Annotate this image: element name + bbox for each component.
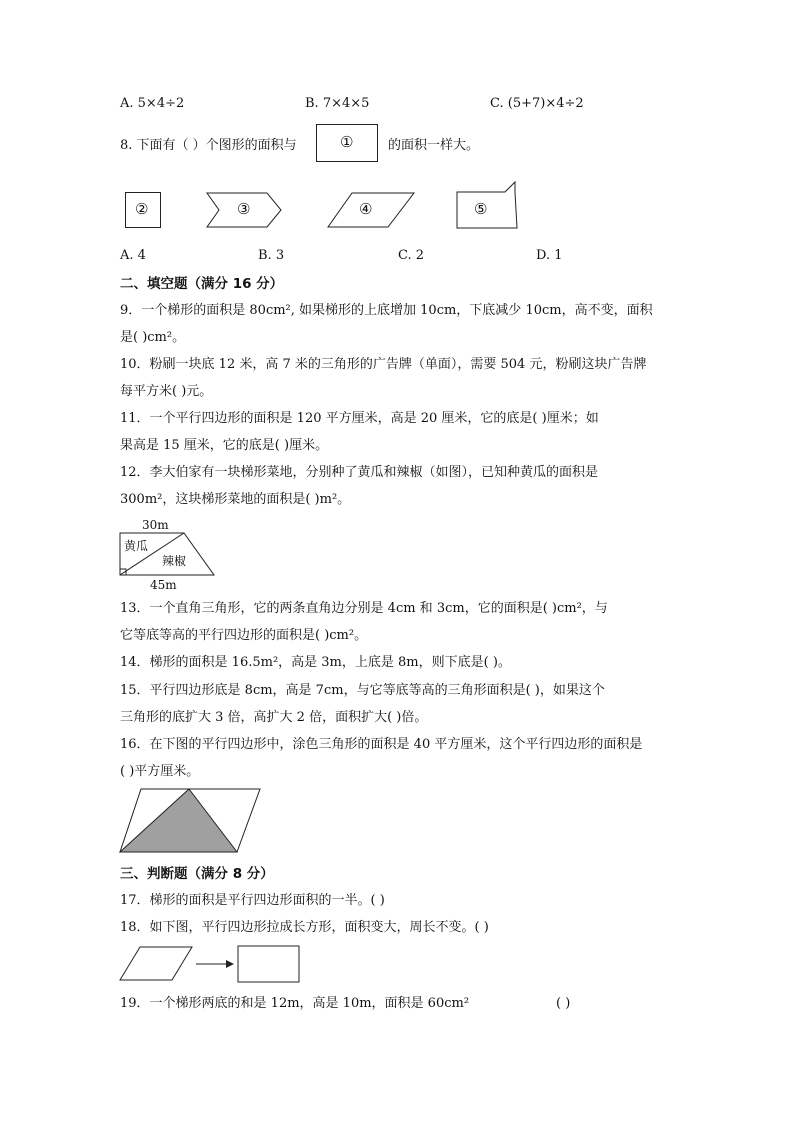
q8-option-b: B. 3	[258, 248, 285, 263]
q8-option-d: D. 1	[536, 248, 563, 263]
q16-line-2: ( )平方厘米。	[120, 764, 200, 779]
q11-line-1: 11．一个平行四边形的面积是 120 平方厘米，高是 20 厘米，它的底是( )厘米；如	[120, 411, 599, 426]
q11-line-2: 果高是 15 厘米，它的底是( )厘米。	[120, 438, 329, 453]
q8-shape-notched	[455, 180, 525, 230]
q8-shape-4-label: ④	[359, 200, 373, 218]
q8-shape-3-label: ③	[237, 200, 251, 218]
q8-reference-rectangle	[316, 124, 378, 162]
q18-text: 18．如下图，平行四边形拉成长方形，面积变大，周长不变。( )	[120, 920, 489, 935]
q8-shape-1-label: ①	[340, 133, 354, 151]
q18-parallelogram	[120, 947, 192, 980]
q12-line-1: 12．李大伯家有一块梯形菜地，分别种了黄瓜和辣椒（如图），已知种黄瓜的面积是	[120, 465, 599, 480]
q12-bottom-label: 45m	[150, 578, 177, 592]
q8-shape-square	[125, 192, 161, 228]
q8-shape-2-label: ②	[135, 200, 149, 218]
section-3-heading: 三、判断题（满分 8 分）	[120, 866, 274, 882]
q17-text: 17．梯形的面积是平行四边形面积的一半。( )	[120, 893, 385, 908]
q12-cucumber-label: 黄瓜	[124, 539, 149, 553]
q19-text: 19．一个梯形两底的和是 12m，高是 10m，面积是 60cm²	[120, 996, 470, 1011]
q16-parallelogram-figure	[118, 787, 264, 855]
q9-line-2: 是( )cm²。	[120, 330, 186, 345]
q12-top-label: 30m	[142, 518, 169, 532]
section-2-heading: 二、填空题（满分 16 分）	[120, 276, 284, 292]
q19-answer-paren: ( )	[556, 996, 571, 1011]
q7-option-a: A. 5×4÷2	[120, 96, 185, 111]
q8-text-pre: 8. 下面有（ ）个图形的面积与	[120, 138, 297, 153]
q14-line-1: 14．梯形的面积是 16.5m²，高是 3m，上底是 8m，则下底是( )。	[120, 655, 511, 670]
q15-line-1: 15．平行四边形底是 8cm，高是 7cm，与它等底等高的三角形面积是( )，如果这个	[120, 683, 605, 698]
q18-rectangle	[238, 946, 299, 982]
q12-line-2: 300m²，这块梯形菜地的面积是( )m²。	[120, 492, 351, 507]
q8-text-post: 的面积一样大。	[388, 138, 480, 153]
q9-line-1: 9．一个梯形的面积是 80cm², 如果梯形的上底增加 10cm，下底减少 10cm，高不变，面积	[120, 303, 653, 318]
q18-arrow-head	[226, 960, 234, 968]
q16-line-1: 16．在下图的平行四边形中，涂色三角形的面积是 40 平方厘米，这个平行四边形的面积是	[120, 737, 643, 752]
q10-line-1: 10．粉刷一块底 12 米，高 7 米的三角形的广告牌（单面），需要 504 元，粉刷这块广告牌	[120, 357, 647, 372]
q7-option-b: B. 7×4×5	[305, 96, 370, 111]
q18-transform-figure	[118, 944, 304, 984]
q8-option-c: C. 2	[398, 248, 425, 263]
q8-shape-5-label: ⑤	[474, 200, 488, 218]
q15-line-2: 三角形的底扩大 3 倍，高扩大 2 倍，面积扩大( )倍。	[120, 710, 428, 725]
q13-line-1: 13．一个直角三角形，它的两条直角边分别是 4cm 和 3cm，它的面积是( )cm²，与	[120, 601, 608, 616]
q8-option-a: A. 4	[120, 248, 146, 263]
q12-pepper-label: 辣椒	[162, 554, 187, 568]
q10-line-2: 每平方米( )元。	[120, 384, 213, 399]
q13-line-2: 它等底等高的平行四边形的面积是( )cm²。	[120, 628, 368, 643]
q7-option-c: C. (5+7)×4÷2	[490, 96, 584, 111]
